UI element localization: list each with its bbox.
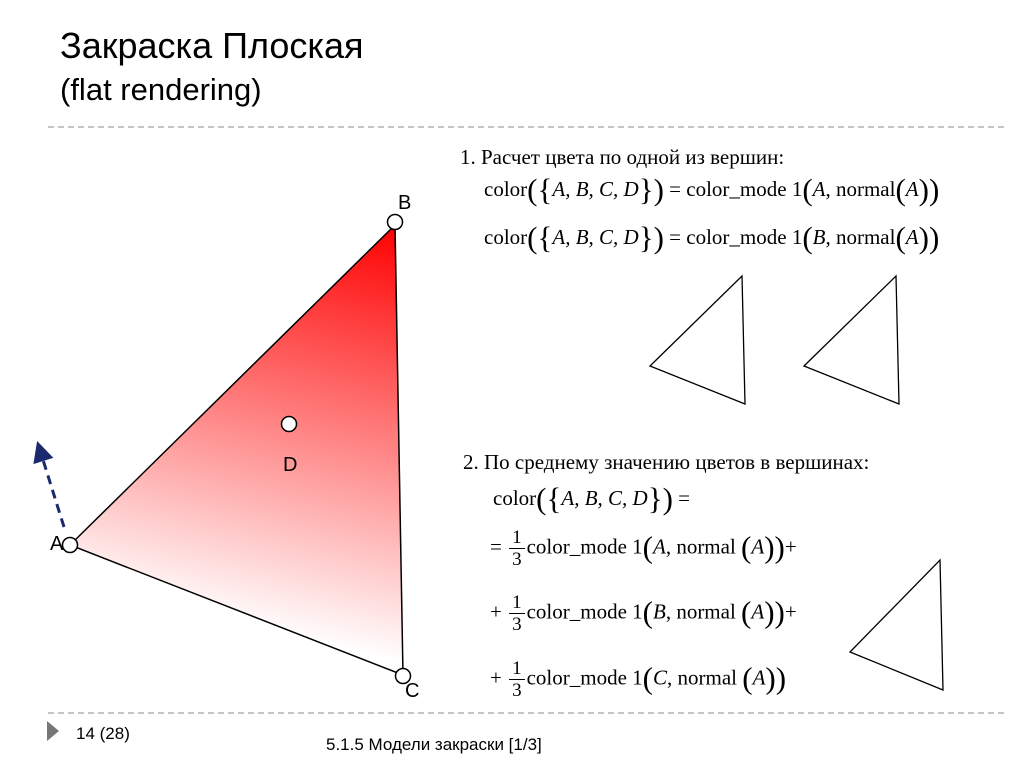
- method2-heading: 2. По среднему значению цветов в вершинах:: [463, 450, 870, 474]
- method1-formula-1: color({A, B, C, D}) = color_mode 1(A, normal(A)): [484, 172, 940, 207]
- fraction-one-third: $\frac{1}{3}$: [509, 592, 525, 635]
- method2-term-2: + $\frac{1}{3}$ color_mode 1(B, normal (A))+: [490, 592, 797, 635]
- vertex-a-point: [63, 538, 78, 553]
- vertex-c-label: C: [405, 680, 420, 702]
- point-d: [282, 417, 297, 432]
- page-title: Закраска Плоская: [60, 25, 364, 66]
- vertex-b-point: [388, 215, 403, 230]
- method2-term-1: = $\frac{1}{3}$ color_mode 1(A, normal (A))+: [490, 527, 797, 570]
- small-triangle-2: [804, 276, 899, 404]
- next-slide-arrow-icon[interactable]: [47, 721, 59, 741]
- shaded-triangle: [70, 225, 403, 675]
- slide-number: 14 (28): [76, 724, 130, 743]
- fraction-one-third: $\frac{1}{3}$: [509, 527, 525, 570]
- fraction-one-third: $\frac{1}{3}$: [509, 658, 525, 701]
- method1-heading: 1. Расчет цвета по одной из вершин:: [460, 145, 785, 169]
- small-triangle-3: [850, 560, 943, 690]
- vertex-a-label: A: [50, 533, 64, 555]
- vertex-b-label: B: [398, 192, 412, 214]
- method2-formula-lhs: color({A, B, C, D}) =: [493, 481, 691, 516]
- point-d-label: D: [283, 454, 298, 476]
- method1-formula-2: color({A, B, C, D}) = color_mode 1(B, normal(A)): [484, 220, 940, 255]
- section-label: 5.1.5 Модели закраски [1/3]: [326, 735, 542, 754]
- page-subtitle: (flat rendering): [60, 72, 262, 107]
- small-triangle-1: [650, 276, 745, 404]
- method2-term-3: + $\frac{1}{3}$ color_mode 1(C, normal (A)): [490, 658, 787, 701]
- normal-vector-arrow: [39, 447, 64, 527]
